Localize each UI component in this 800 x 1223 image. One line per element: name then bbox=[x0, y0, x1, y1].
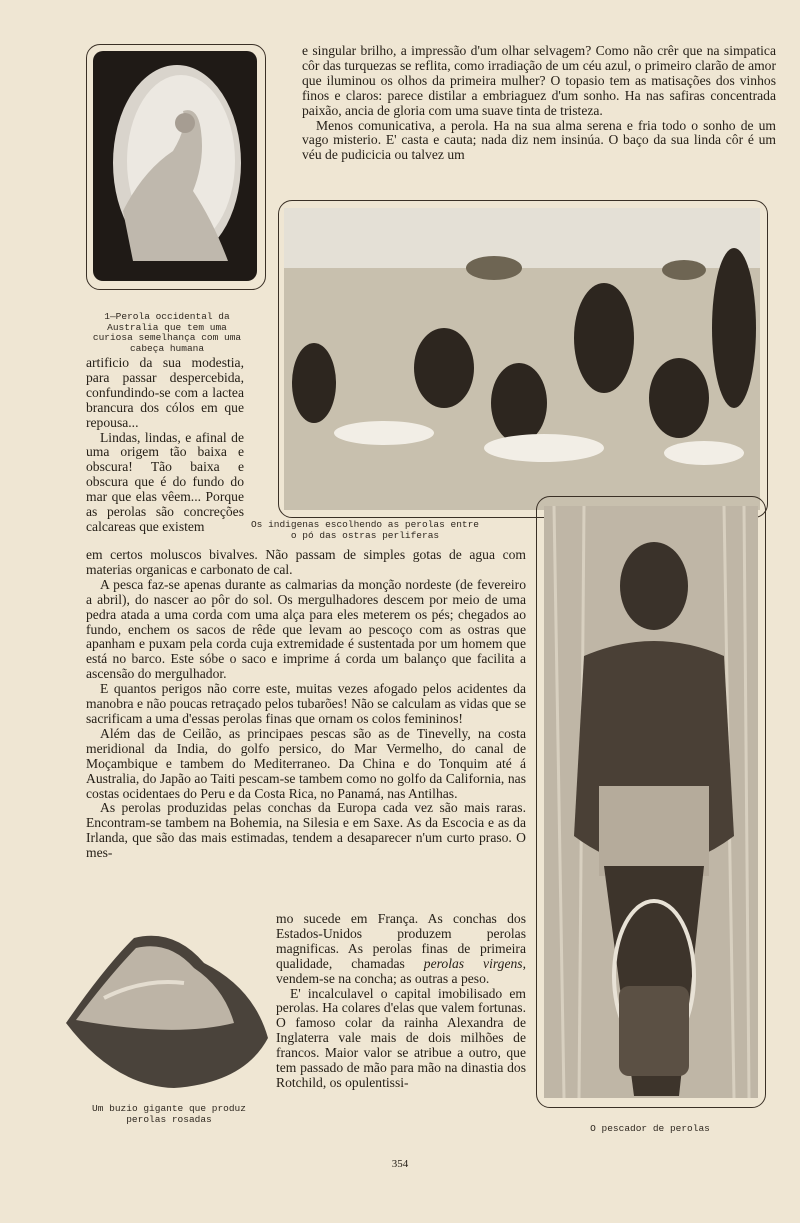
natives-photo bbox=[284, 208, 760, 510]
left-column-text bbox=[86, 356, 244, 535]
left-paragraph-1: artificio da sua modestia, para passar despercebida, confundindo-se com a lactea brancura dos cólos em que repousa... bbox=[86, 355, 244, 430]
page-number: 354 bbox=[391, 1158, 409, 1170]
fisherman-caption: O pescador de perolas bbox=[590, 1123, 710, 1134]
natives-caption: Os indigenas escolhendo as perolas entre o pó das ostras perliferas bbox=[250, 519, 480, 541]
perolas-virgens-term: perolas virgens bbox=[423, 955, 523, 971]
conch-shell-image bbox=[64, 928, 270, 1088]
pearl-head-image bbox=[93, 51, 257, 281]
natives-image bbox=[284, 208, 760, 510]
pearl-head-caption: 1—Perola occidental da Australia que tem uma curiosa semelhança com uma cabeça humana bbox=[92, 311, 242, 354]
bottom-text-block bbox=[276, 912, 526, 1091]
top-paragraph-2: Menos comunicativa, a perola. Ha na sua alma serena e fria todo o sonho de um vago misterio. E' casta e cauta; nada diz nem insinúa. O baço da sua linda côr é um véu de pudicicia ou talvez um bbox=[302, 117, 776, 163]
bottom-paragraph-1 bbox=[276, 912, 526, 987]
middle-paragraph-2: A pesca faz-se apenas durante as calmarias da monção nordeste (de fevereiro a abril), do nascer ao pôr do sol. Os mergulhadores descem por meio de uma pedra atada a uma corda com uma alça para eles meterem os pés; chegados ao fundo, enchem os sacos de rêde que levam ao pescoço com as ostras que apanham e puxam pela corda cuja extremidade é sustentada por um homem que está no barco. Este sóbe o saco e imprime á corda um balanço que facilita a ascensão do mergulhador. bbox=[86, 576, 526, 682]
fisherman-image bbox=[544, 506, 758, 1098]
bottom-paragraph-1-start: mo sucede em França. As conchas dos Estados-Unidos produzem perolas magnificas. As perolas finas de primeira qualidade, chamadas bbox=[276, 911, 526, 971]
middle-text-block bbox=[86, 548, 526, 861]
conch-shell-photo bbox=[64, 928, 270, 1088]
bottom-paragraph-1-end: , vendem-se na concha; as outras a peso. bbox=[276, 955, 526, 986]
shell-caption: Um buzio gigante que produz perolas rosadas bbox=[92, 1103, 246, 1125]
middle-paragraph-5: As perolas produzidas pelas conchas da Europa cada vez são mais raras. Encontram-se tambem na Bohemia, na Silesia e em Saxe. As da Escocia e as da Irlanda, que são das mais estimadas, tendem a desaparecer n'um curto praso. O mes- bbox=[86, 800, 526, 861]
middle-paragraph-4: Além das de Ceilão, as principaes pescas são as de Tinevelly, na costa meridional da India, do golfo persico, do Mar Vermelho, do canal de Moçambique e tambem do Mediterraneo. Da China e do Tonquim até á Australia, do Japão ao Taiti pescam-se tambem como no golfo da California, nas costas ocidentaes do Peru e da Costa Rica, no Panamá, nas Antilhas. bbox=[86, 725, 526, 801]
top-paragraph-1: e singular brilho, a impressão d'um olhar selvagem? Como não crêr que na simpatica côr das turquezas se reflita, como irradiação de um céu azul, o primeiro clarão de amor que iluminou os olhos da primeira mulher? O topasio tem as matisações dos vinhos finos e claros: parece distilar a embriaguez d'um sonho. Ha nas safiras concentrada paixão, ancia de gloria com uma suave tinta de tristeza. bbox=[302, 43, 776, 118]
top-text-block bbox=[302, 44, 776, 163]
pearl-head-photo bbox=[93, 51, 257, 281]
fisherman-photo bbox=[544, 506, 758, 1098]
middle-continuation: em certos moluscos bivalves. Não passam de simples gotas de agua com materias organicas e carbonato de cal. bbox=[86, 547, 526, 577]
middle-paragraph-3: E quantos perigos não corre este, muitas vezes afogado pelos acidentes da manobra e não poucas retraçado pelos tubarões! Não se calculam as vidas que se sacrificam a uma d'essas perolas finas que ornam os colos femininos! bbox=[86, 681, 526, 726]
bottom-paragraph-2: E' incalculavel o capital imobilisado em perolas. Ha colares d'elas que valem fortunas. O famoso colar da rainha Alexandra de Inglaterra vale mais de dois milhões de francos. Maior valor se atribue a outro, que tem passado de mão para mão na dinastia dos Rotchild, os opulentissi- bbox=[276, 985, 526, 1090]
left-paragraph-2: Lindas, lindas, e afinal de uma origem tão baixa e obscura! Tão baixa e obscura que é do fundo do mar que elas vêem... Porque as perolas são concreções calcareas que existem bbox=[86, 429, 244, 534]
